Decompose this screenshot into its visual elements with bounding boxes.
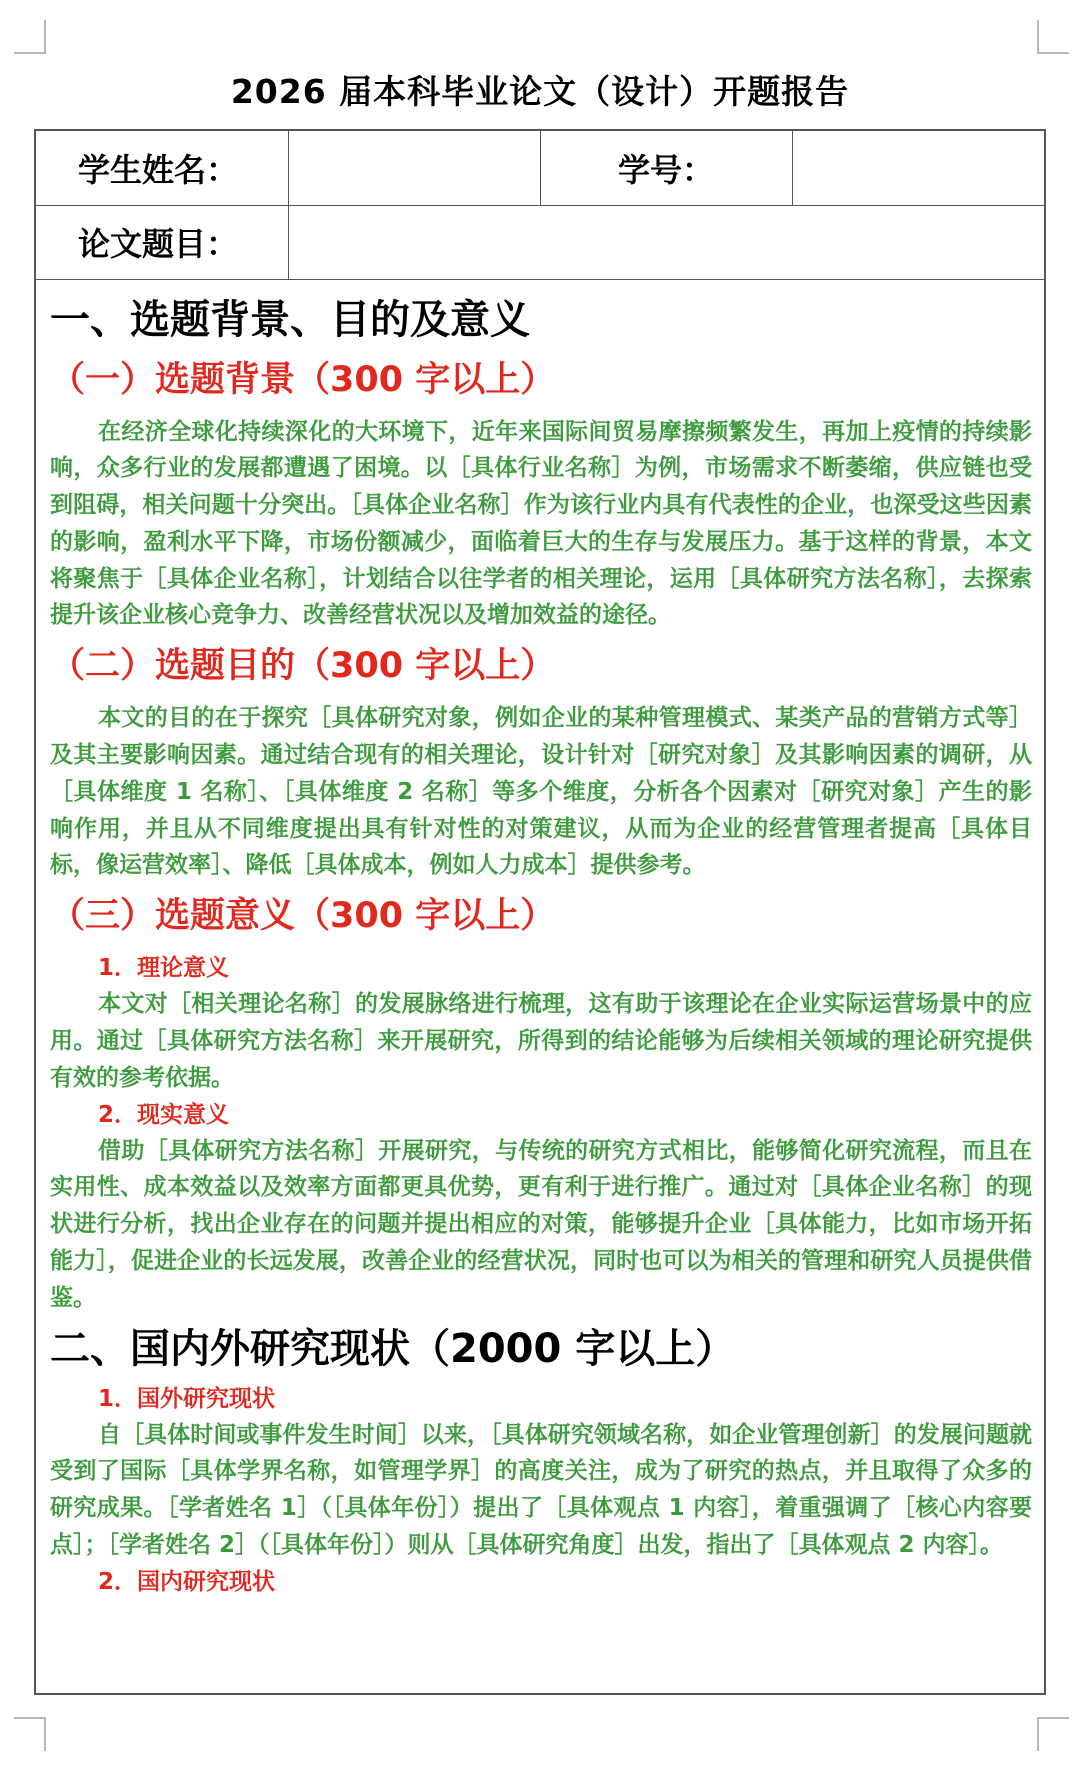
thesis-title-field[interactable] (288, 205, 1044, 279)
practice-text: 借助［具体研究方法名称］开展研究，与传统的研究方式相比，能够简化研究流程，而且在实用性、成本效益以及效率方面都更具优势，更有利于进行推广。通过对［具体企业名称］的现状进行分析，找出企业存在的问题并提出相应的对策，能够提升企业［具体能力，比如市场开拓能力］，促进企业的长远发展，改善企业的经营状况，同时也可以为相关的管理和研究人员提供借鉴。 (50, 1137, 1032, 1311)
theory-text: 本文对［相关理论名称］的发展脉络进行梳理，这有助于该理论在企业实际运营场景中的应用。通过［具体研究方法名称］来开展研究，所得到的结论能够为后续相关领域的理论研究提供有效的参考依据。 (50, 991, 1032, 1091)
section2-heading: 二、国内外研究现状（2000 字以上） (50, 1325, 736, 1372)
student-id-field[interactable] (792, 131, 1044, 205)
background-heading: （一）选题背景（300 字以上） (50, 359, 556, 400)
purpose-heading: （二）选题目的（300 字以上） (50, 646, 556, 687)
proposal-form (34, 129, 1046, 1695)
section1-heading: 一、选题背景、目的及意义 (50, 296, 530, 343)
page-title: 2026 届本科毕业论文（设计）开题报告 (230, 72, 850, 111)
student-name-field[interactable] (288, 131, 540, 205)
crop-mark-bottom-left (14, 1717, 46, 1751)
foreign-research-text: 自［具体时间或事件发生时间］以来，［具体研究领域名称，如企业管理创新］的发展问题就受到了国际［具体学界名称，如管理学界］的高度关注，成为了研究的热点，并且取得了众多的研究成果。［学者姓名 1］（［具体年份］）提出了［具体观点 1 内容］，着重强调了［核心内容要点］；［学者姓名 2］（［具体年份］）则从［具体研究角度］出发，指出了［具体观点 2 内容］。 (50, 1421, 1032, 1559)
background-text: 在经济全球化持续深化的大环境下，近年来国际间贸易摩擦频繁发生，再加上疫情的持续影响，众多行业的发展都遭遇了困境。以［具体行业名称］为例，市场需求不断萎缩，供应链也受到阻碍，相关问题十分突出。［具体企业名称］作为该行业内具有代表性的企业，也深受这些因素的影响，盈利水平下降，市场份额减少，面临着巨大的生存与发展压力。基于这样的背景，本文将聚焦于［具体企业名称］，计划结合以往学者的相关理论，运用［具体研究方法名称］，去探索提升该企业核心竞争力、改善经营状况以及增加效益的途径。 (50, 418, 1032, 629)
practice-heading: 2．现实意义 (98, 1101, 230, 1128)
purpose-text: 本文的目的在于探究［具体研究对象，例如企业的某种管理模式、某类产品的营销方式等］及其主要影响因素。通过结合现有的相关理论，设计针对［研究对象］及其影响因素的调研，从［具体维度 1 名称］、［具体维度 2 名称］等多个维度，分析各个因素对［研究对象］产生的影响作用，并且从不同维度提出具有针对性的对策建议，从而为企业的经营管理者提高［具体目标，像运营效率］、降低［具体成本，例如人力成本］提供参考。 (50, 705, 1032, 879)
foreign-research-heading: 1．国外研究现状 (98, 1385, 276, 1412)
crop-mark-top-left (14, 20, 46, 54)
student-id-label: 学号： (540, 131, 792, 205)
form-content (36, 280, 1044, 1600)
thesis-title-label: 论文题目： (36, 205, 288, 279)
crop-mark-top-right (1037, 20, 1069, 54)
domestic-research-heading: 2．国内研究现状 (98, 1568, 276, 1595)
student-name-label: 学生姓名： (36, 131, 288, 205)
info-table (36, 131, 1044, 280)
significance-heading: （三）选题意义（300 字以上） (50, 896, 556, 937)
crop-mark-bottom-right (1037, 1717, 1069, 1751)
theory-heading: 1．理论意义 (98, 955, 230, 982)
